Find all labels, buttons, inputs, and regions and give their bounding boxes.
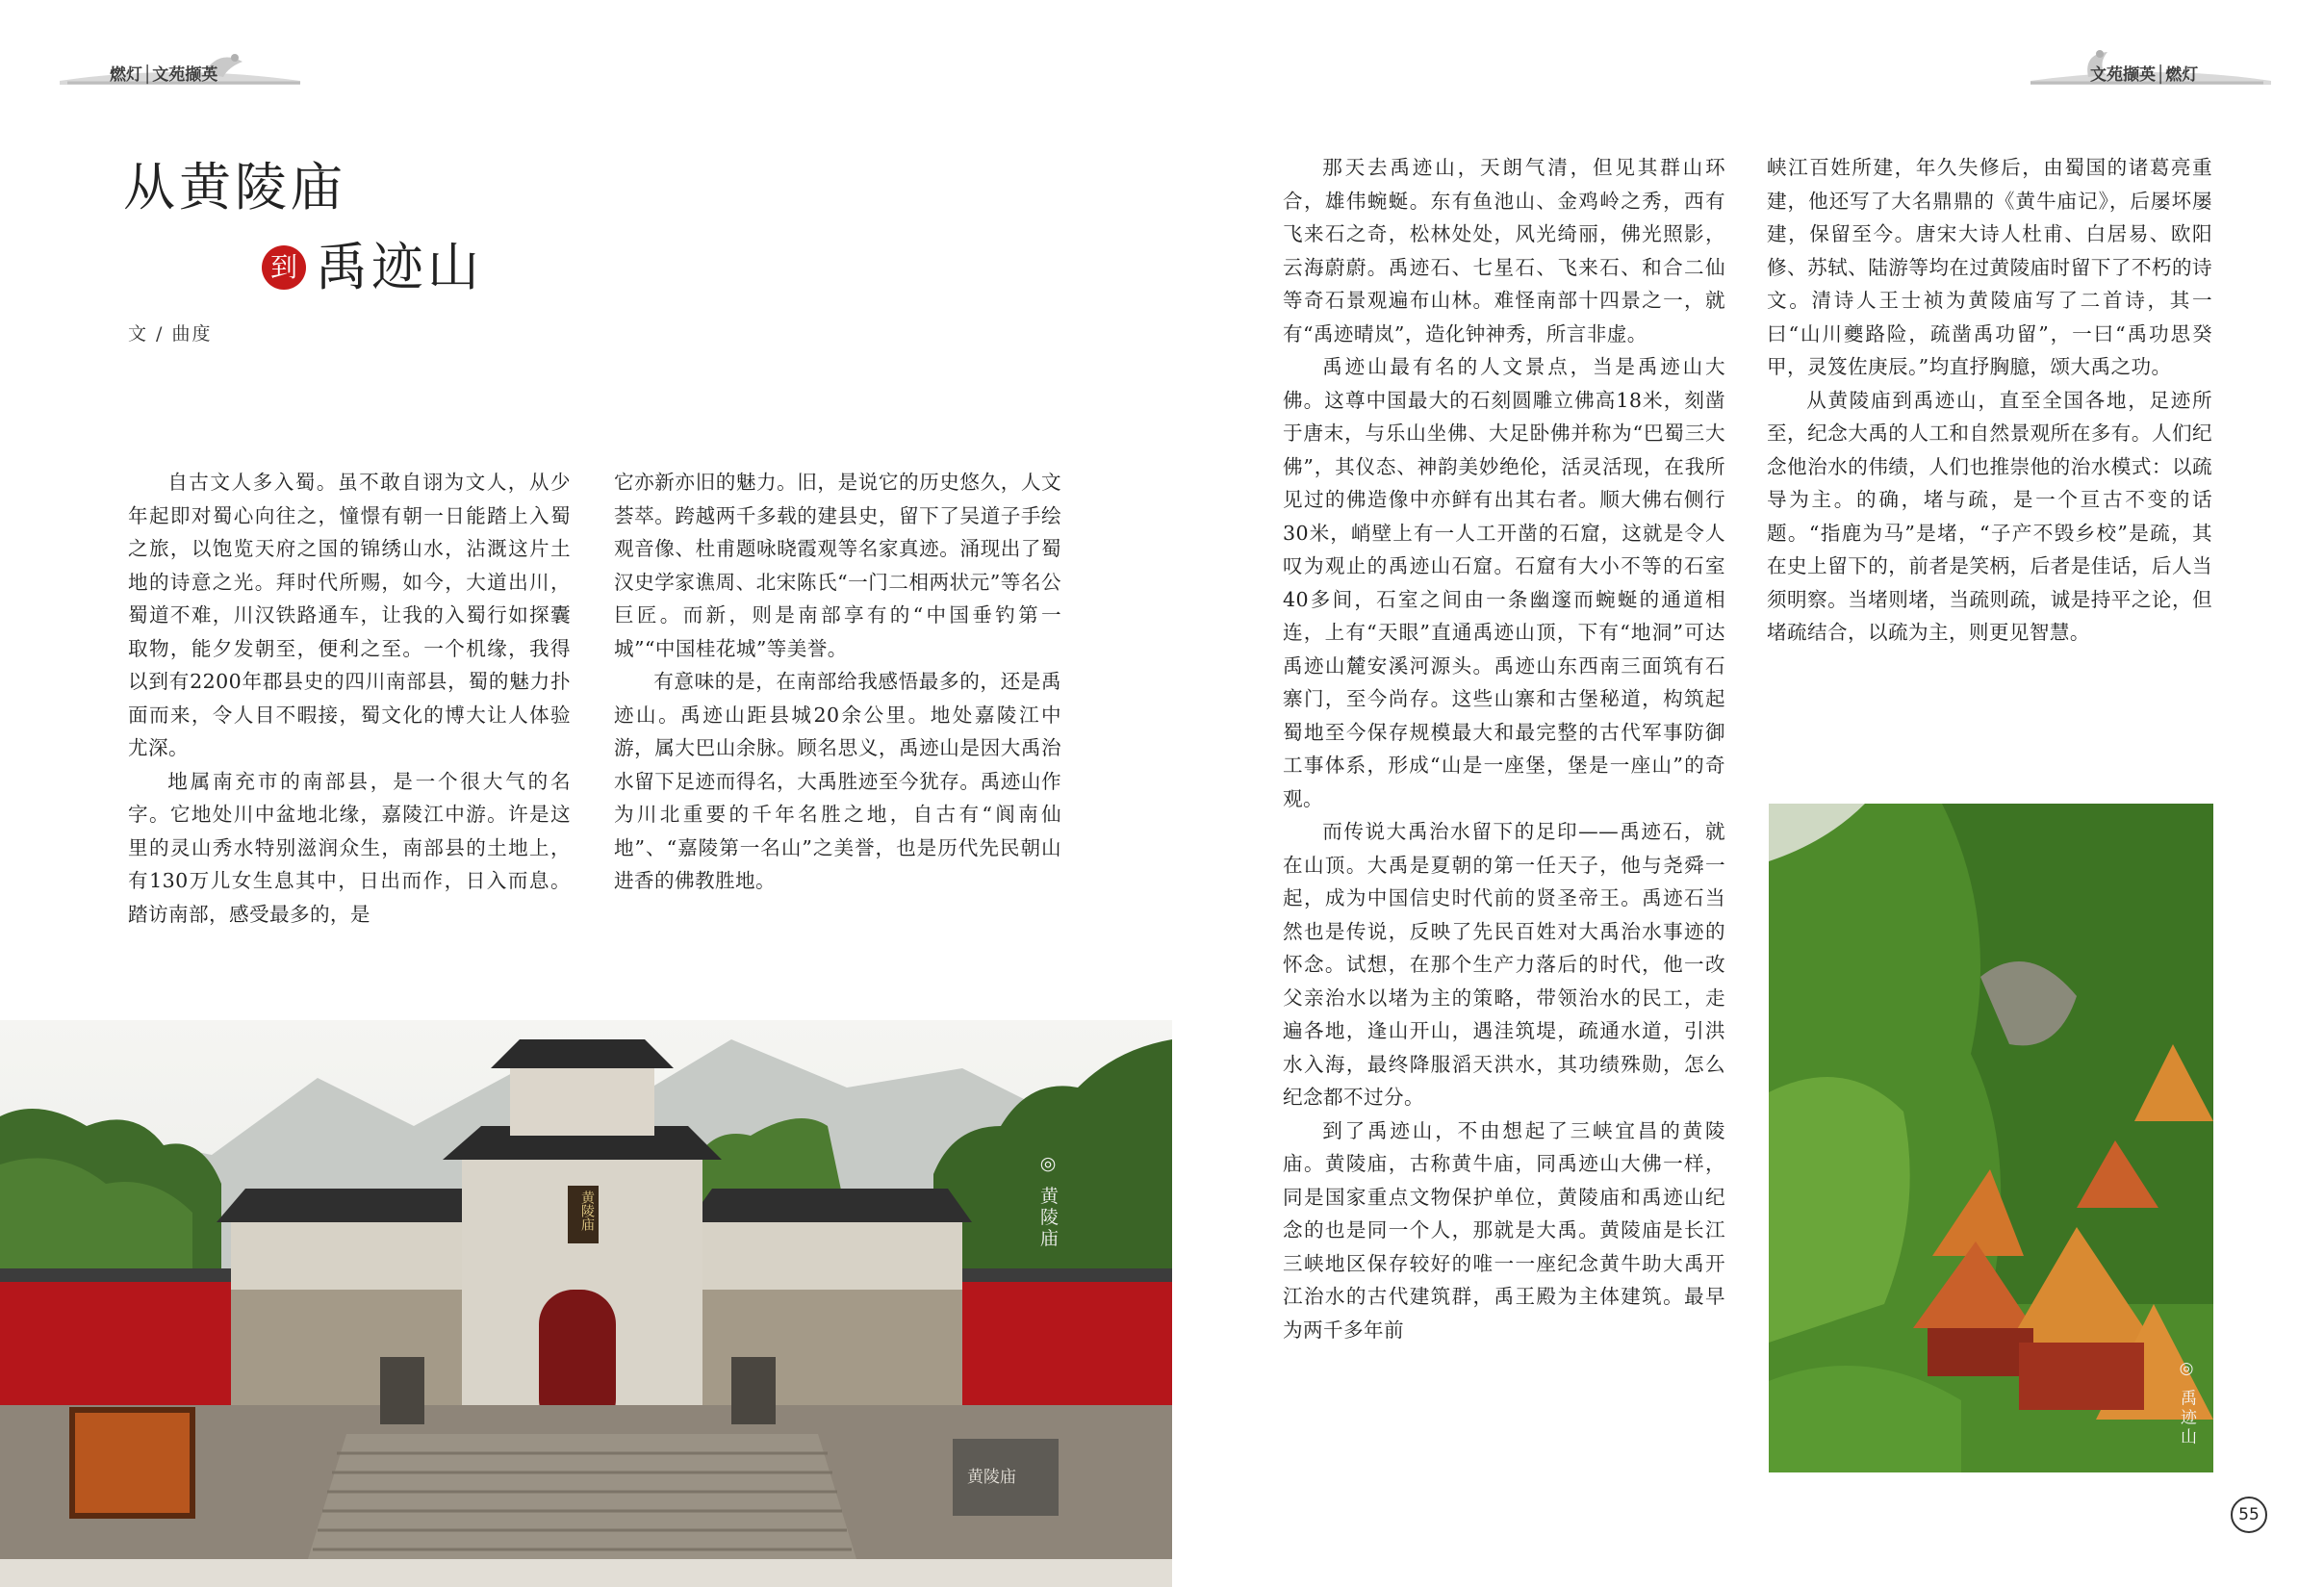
article-title-line2: 禹迹山 <box>316 237 483 297</box>
header-section-label: 燃灯│文苑撷英 <box>110 65 218 85</box>
text-column-2 <box>614 466 1061 898</box>
yuji-mountain-photo <box>1769 804 2213 1472</box>
paragraph: 到了禹迹山，不由想起了三峡宜昌的黄陵庙。黄陵庙，古称黄牛庙，同禹迹山大佛一样，同是国家重点文物保护单位，黄陵庙和禹迹山纪念的也是同一个人，那就是大禹。黄陵庙是长江三峡地区保存较好的唯一一座纪念黄牛助大禹开江治水的古代建筑群，禹王殿为主体建筑。最早为两千多年前 <box>1283 1118 1725 1342</box>
text-column-4 <box>1767 151 2212 650</box>
header-right <box>2030 44 2271 85</box>
paragraph: 自古文人多入蜀。虽不敢自诩为文人，从少年起即对蜀心向往之，憧憬有朝一日能踏上入蜀之旅，以饱览天府之国的锦绣山水，沾溉这片土地的诗意之光。拜时代所赐，如今，大道出川，蜀道不难，川汉铁路通车，让我的入蜀行如探囊取物，能夕发朝至，便利之至。一个机缘，我得以到有2200年郡县史的四川南部县，蜀的魅力扑面而来，令人目不暇接，蜀文化的博大让人体验尤深。 <box>128 471 571 759</box>
header-section-label: 文苑撷英│燃灯 <box>2090 65 2199 85</box>
page-number: 55 <box>2231 1497 2267 1533</box>
title-connector-badge: 到 <box>262 245 306 290</box>
text-column-3 <box>1283 151 1725 1346</box>
paragraph: 它亦新亦旧的魅力。旧，是说它的历史悠久，人文荟萃。跨越两千多载的建县史，留下了吴道子手绘观音像、杜甫题咏晓霞观等名家真迹。涌现出了蜀汉史学家谯周、北宋陈氏“一门二相两状元”等名公巨匠。而新，则是南部享有的“中国垂钓第一城”“中国桂花城”等美誉。 <box>614 471 1061 660</box>
temple-plaque-text: 黄陵庙 <box>579 1190 595 1231</box>
paragraph: 而传说大禹治水留下的足印——禹迹石，就在山顶。大禹是夏朝的第一任天子，他与尧舜一起，成为中国信史时代前的贤圣帝王。禹迹石当然也是传说，反映了先民百姓对大禹治水事迹的怀念。试想，在那个生产力落后的时代，他一改父亲治水以堵为主的策略，带领治水的民工，走遍各地，逢山开山，遇洼筑堤，疏通水道，引洪水入海，最终降服滔天洪水，其功绩殊勋，怎么纪念都不过分。 <box>1283 820 1725 1109</box>
paragraph: 禹迹山最有名的人文景点，当是禹迹山大佛。这尊中国最大的石刻圆雕立佛高18米，刻凿于唐末，与乐山坐佛、大足卧佛并称为“巴蜀三大佛”，其仪态、神韵美妙绝伦，活灵活现，在我所见过的佛造像中亦鲜有出其右者。顺大佛右侧行30米，峭壁上有一人工开凿的石窟，这就是令人叹为观止的禹迹山石窟。石窟有大小不等的石室40多间，石室之间由一条幽邃而蜿蜒的通道相连，上有“天眼”直通禹迹山顶，下有“地洞”可达禹迹山麓安溪河源头。禹迹山东西南三面筑有石寨门，至今尚存。这些山寨和古堡秘道，构筑起蜀地至今保存规模最大和最完整的古代军事防御工事体系，形成“山是一座堡，堡是一座山”的奇观。 <box>1283 355 1725 810</box>
paragraph: 峡江百姓所建，年久失修后，由蜀国的诸葛亮重建，他还写了大名鼎鼎的《黄牛庙记》，后屡坏屡建，保留至今。唐宋大诗人杜甫、白居易、欧阳修、苏轼、陆游等均在过黄陵庙时留下了不朽的诗文。清诗人王士祯为黄陵庙写了二首诗，其一曰“山川夔路险，疏凿禹功留”，一曰“禹功思癸甲，灵笈佐庚辰。”均直抒胸臆，颂大禹之功。 <box>1767 156 2212 378</box>
paragraph: 从黄陵庙到禹迹山，直至全国各地，足迹所至，纪念大禹的人工和自然景观所在多有。人们纪念他治水的伟绩，人们也推崇他的治水模式：以疏导为主。的确，堵与疏，是一个亘古不变的话题。“指鹿为马”是堵，“子产不毁乡校”是疏，其在史上留下的，前者是笑柄，后者是佳话，后人当须明察。当堵则堵，当疏则疏，诚是持平之论，但堵疏结合，以疏为主，则更见智慧。 <box>1767 388 2212 644</box>
text-column-1 <box>128 466 571 931</box>
temple-photo-caption: ◎ 黄陵庙 <box>1037 1153 1059 1250</box>
cliff-photo-caption: ◎ 禹迹山 <box>2177 1359 2196 1447</box>
temple-stone-sign: 黄陵庙 <box>967 1468 1016 1487</box>
byline: 文 / 曲度 <box>128 323 213 345</box>
header-left <box>60 44 310 85</box>
paragraph: 有意味的是，在南部给我感悟最多的，还是禹迹山。禹迹山距县城20余公里。地处嘉陵江中游，属大巴山余脉。顾名思义，禹迹山是因大禹治水留下足迹而得名，大禹胜迹至今犹存。禹迹山作为川北重要的千年名胜之地，自古有“阆南仙地”、“嘉陵第一名山”之美誉，也是历代先民朝山进香的佛教胜地。 <box>614 670 1061 892</box>
paragraph: 地属南充市的南部县，是一个很大气的名字。它地处川中盆地北缘，嘉陵江中游。许是这里的灵山秀水特别滋润众生，南部县的土地上，有130万儿女生息其中，日出而作，日入而息。踏访南部，感受最多的，是 <box>128 769 571 926</box>
paragraph: 那天去禹迹山，天朗气清，但见其群山环合，雄伟蜿蜒。东有鱼池山、金鸡岭之秀，西有飞来石之奇，松林处处，风光绮丽，佛光照影，云海蔚蔚。禹迹石、七星石、飞来石、和合二仙等奇石景观遍布山林。难怪南部十四景之一，就有“禹迹晴岚”，造化钟神秀，所言非虚。 <box>1283 156 1725 346</box>
article-title-line1: 从黄陵庙 <box>123 157 346 218</box>
huangling-temple-photo <box>0 1020 1172 1587</box>
